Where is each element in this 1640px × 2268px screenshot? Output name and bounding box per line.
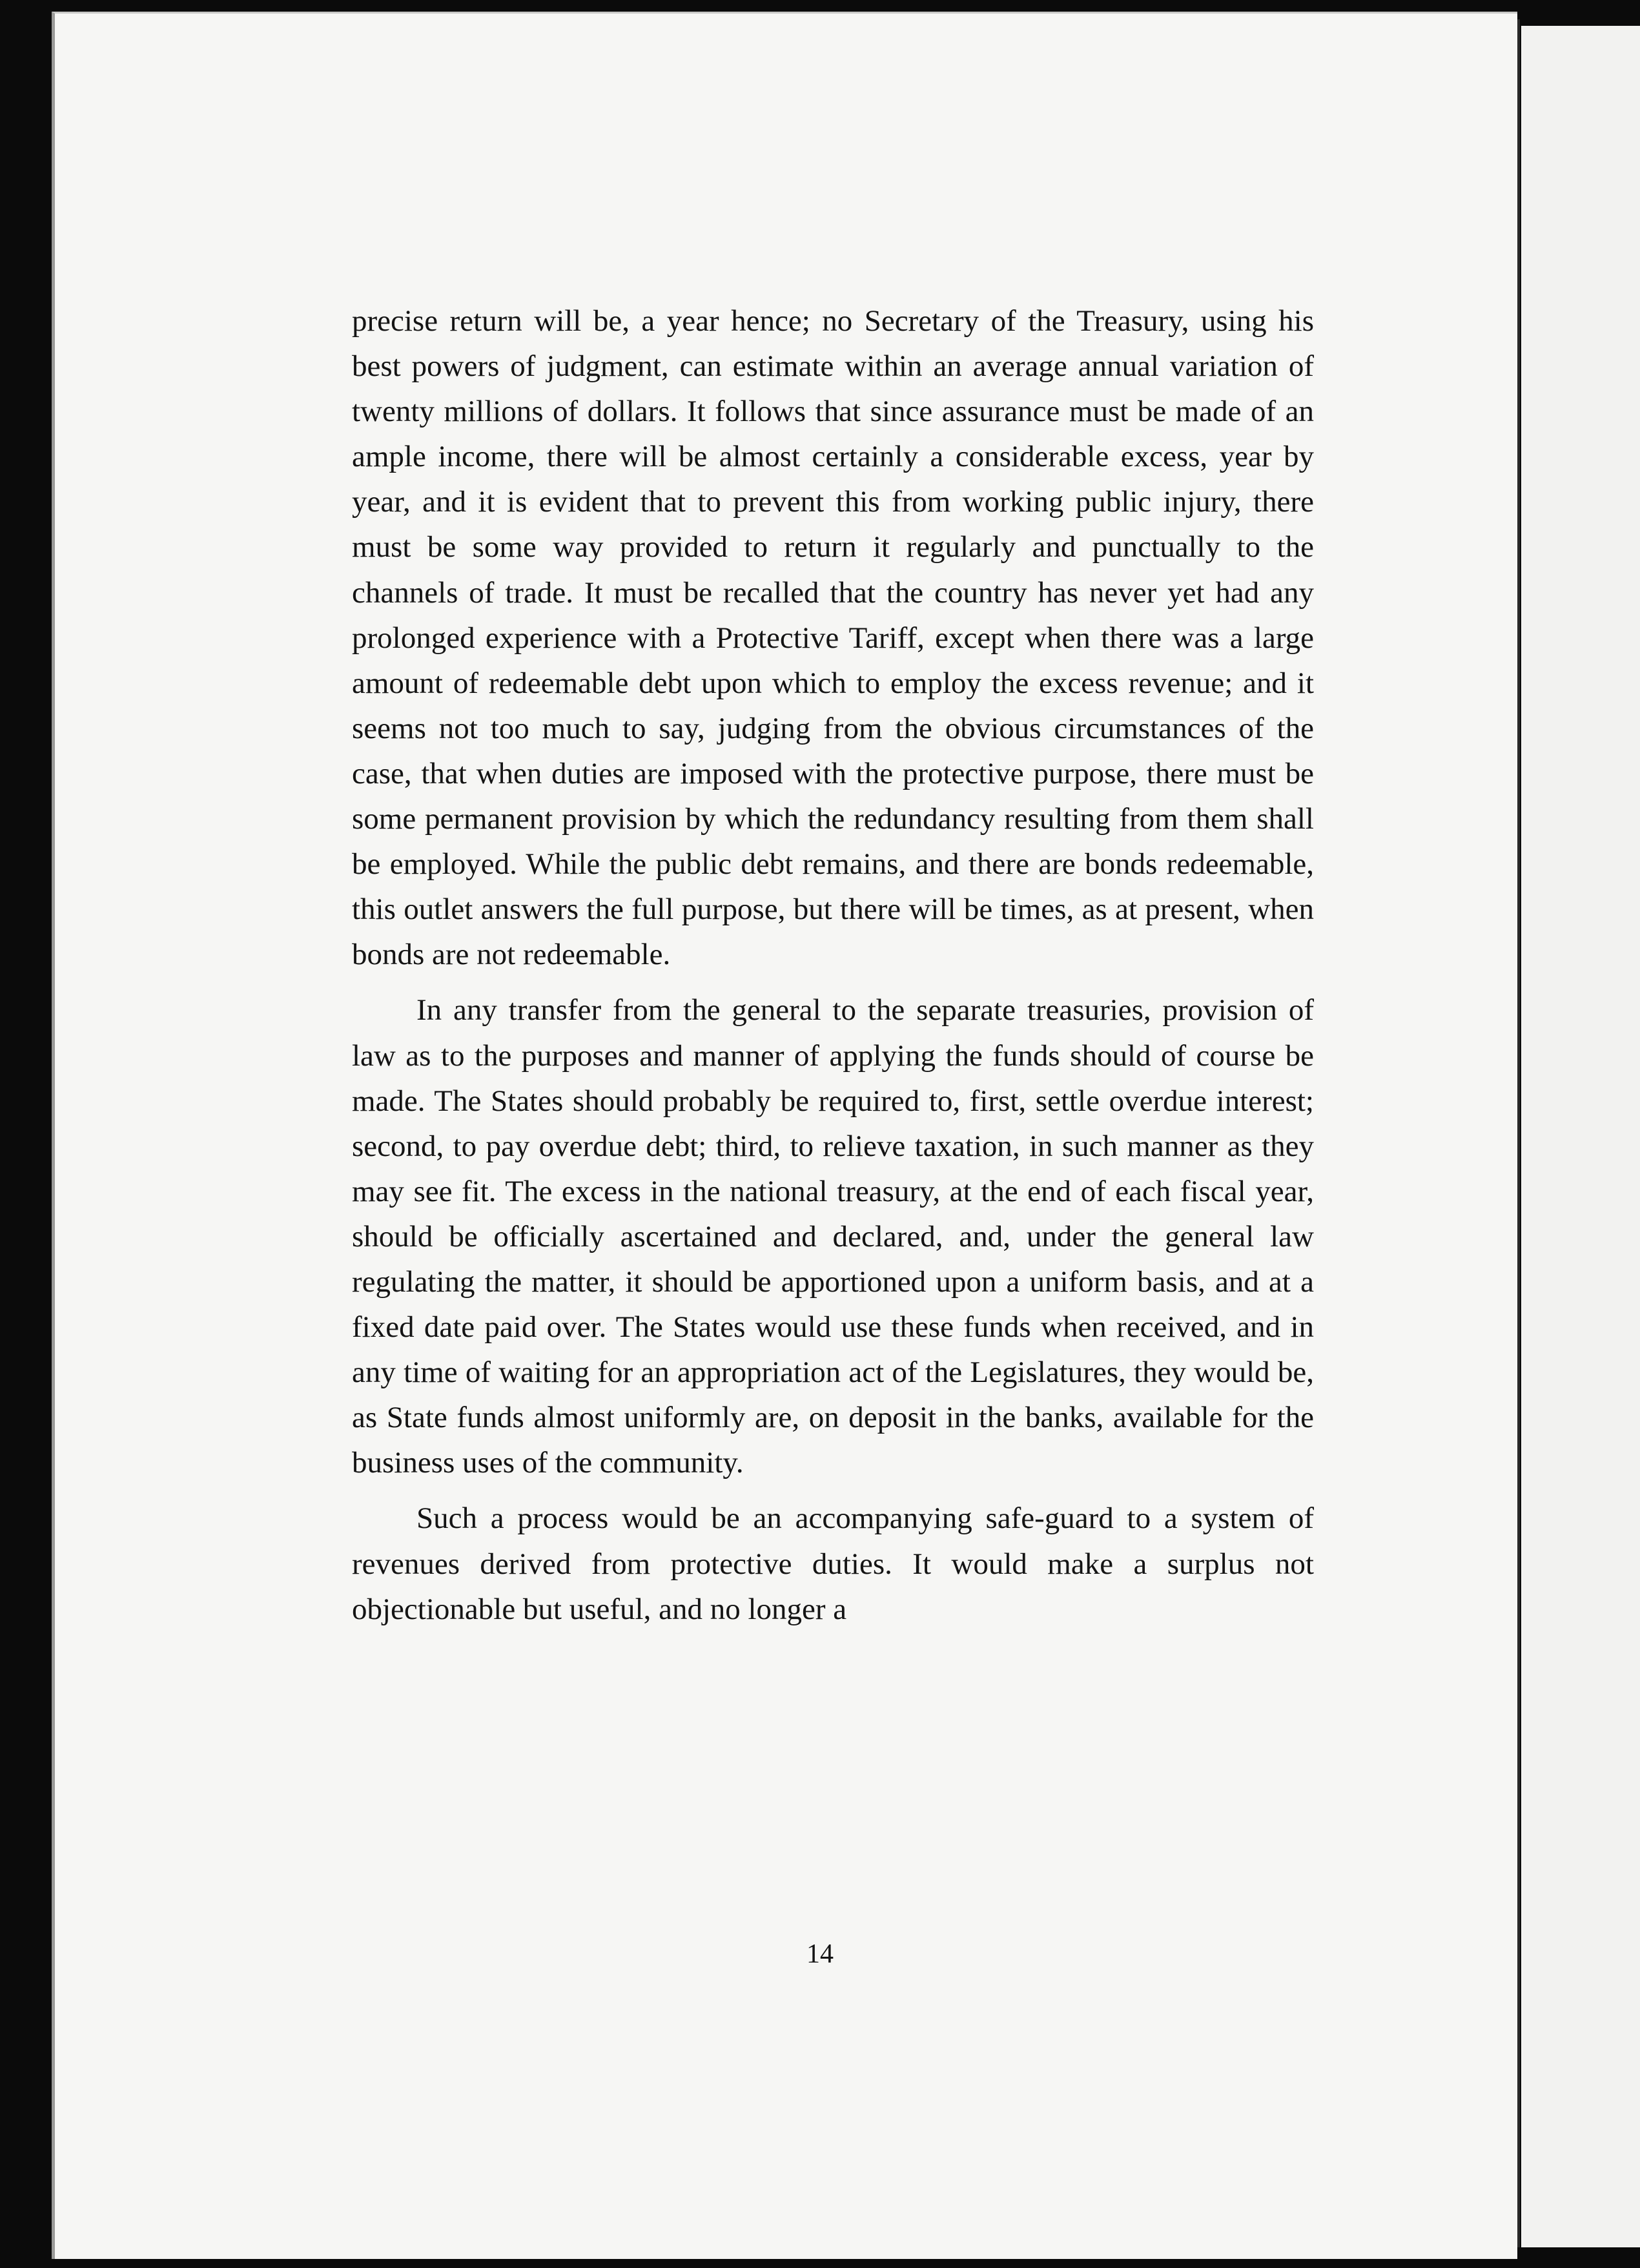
- paragraph-2: In any transfer from the general to the separate treasuries, provision of law as to the purposes and manner of applying the funds should of course be made. The States should probably be required to, first, settle overdue interest; second, to pay overdue debt; third, to relieve taxation, in such manner as they may see fit. The excess in the national treasury, at the end of each fiscal year, should be officially ascertained and declared, and, under the general law regulating the matter, it should be apportioned upon a uniform basis, and at a fixed date paid over. The States would use these funds when received, and in any time of waiting for an appropriation act of the Legislatures, they would be, as State funds almost uniformly are, on deposit in the banks, available for the business uses of the community.: [352, 993, 1314, 1480]
- paragraph-1: precise return will be, a year hence; no Secretary of the Treasury, using his best powers of judgment, can estimate within an average annual variation of twenty millions of dollars. It follows that since assurance must be made of an ample income, there will be almost certainly a considerable excess, year by year, and it is evident that to prevent this from working public injury, there must be some way provided to return it regularly and punctually to the channels of trade. It must be recalled that the country has never yet had any prolonged experience with a Protective Tariff, except when there was a large amount of redeemable debt upon which to employ the excess revenue; and it seems not too much to say, judging from the obvious circumstances of the case, that when duties are imposed with the protective purpose, there must be some permanent provision by which the redundancy resulting from them shall be employed. While the public debt remains, and there are bonds redeemable, this outlet answers the full purpose, but there will be times, as at present, when bonds are not redeemable.: [352, 304, 1314, 972]
- page-number: 14: [806, 1939, 834, 1969]
- binding-edge: [1517, 19, 1520, 2247]
- adjacent-page-edge: [1521, 26, 1640, 2247]
- body-text: [352, 298, 1314, 1632]
- paragraph-3: Such a process would be an accompanying safe-guard to a system of revenues derived from protective duties. It would make a surplus not objectionable but useful, and no longer a: [352, 1501, 1314, 1626]
